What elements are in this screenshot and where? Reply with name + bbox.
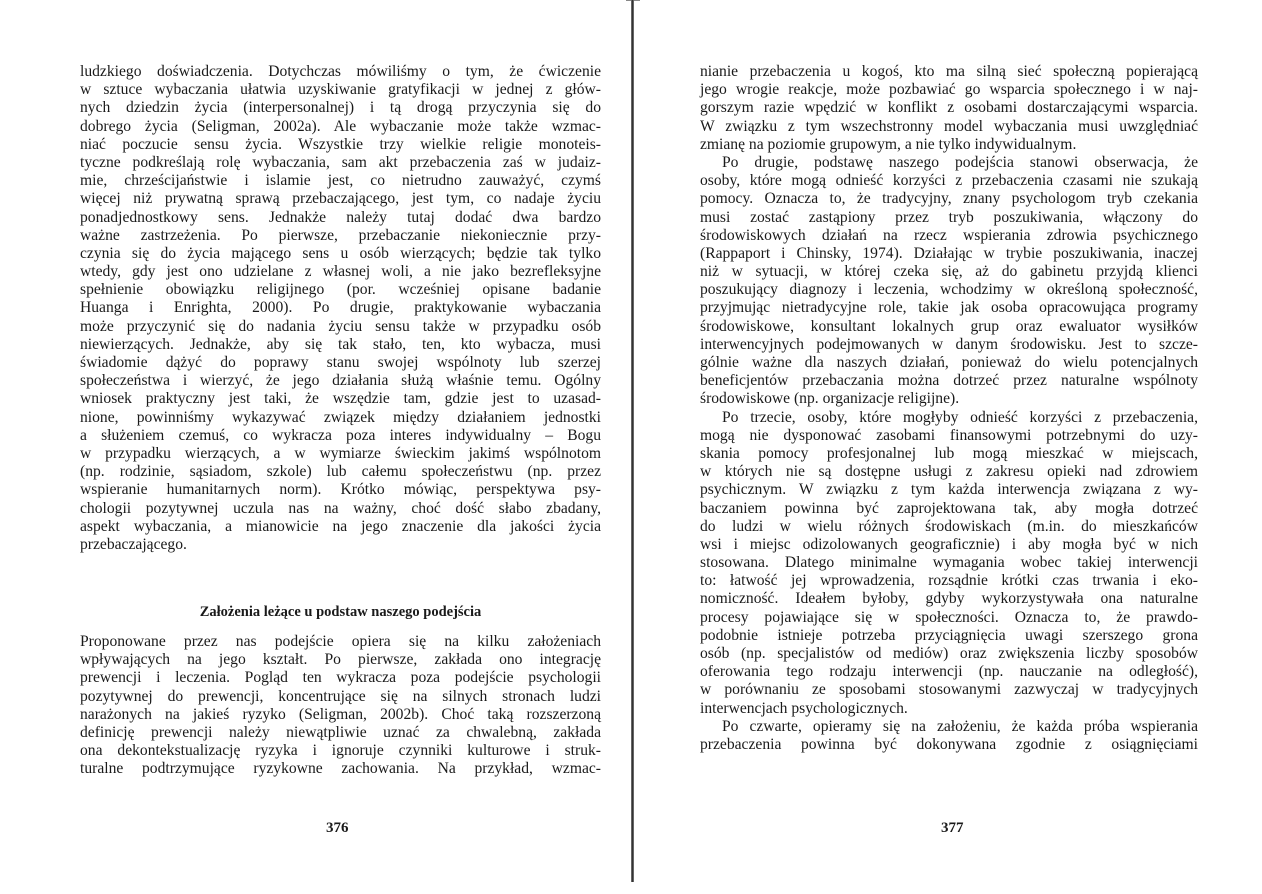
text-line: podobnie istnieje potrzeba przyciągnięcia uwagi szerszego grona bbox=[700, 626, 1198, 644]
text-line: Po trzecie, osoby, które mogłyby odnieść korzyści z przebaczenia, bbox=[722, 408, 1198, 426]
text-line: przebaczającego. bbox=[80, 535, 187, 553]
text-line: narażonych na jakieś ryzyko (Seligman, 2002b). Choć taką rozszerzoną bbox=[80, 705, 601, 723]
text-line: mogą nie dysponować zasobami finansowymi potrzebnymi do uzy- bbox=[700, 426, 1198, 444]
text-line: przyjmując nietradycyjne role, takie jak osoba opracowująca programy bbox=[700, 299, 1198, 317]
text-column bbox=[700, 63, 1198, 754]
text-line: pomocy. Oznacza to, że tradycyjny, znany psychologom tryb czekania bbox=[700, 190, 1198, 208]
text-line: Po czwarte, opieramy się na założeniu, że każda próba wspierania bbox=[722, 717, 1198, 735]
text-line: w porównaniu ze sposobami stosowanymi zazwyczaj w tradycyjnych bbox=[700, 681, 1198, 699]
text-line: w sztuce wybaczania ułatwia uzyskiwanie gratyfikacji w jednej z głów- bbox=[80, 81, 601, 99]
text-line: a służeniem czemuś, co wykracza poza interes indywidualny – Bogu bbox=[80, 426, 601, 444]
text-line: zmianę na poziomie grupowym, a nie tylko indywidualnym. bbox=[700, 135, 1077, 153]
text-line: niewierzących. Jednakże, aby się tak stało, ten, kto wybacza, musi bbox=[80, 335, 601, 353]
paragraph bbox=[80, 633, 601, 779]
paragraph bbox=[80, 63, 601, 554]
text-line: świadomie dążyć do poprawy stanu swojej wspólnoty lub szerzej bbox=[80, 354, 601, 371]
text-line: wtedy, gdy jest ono udzielane z własnej woli, a nie jako bezrefleksyjne bbox=[80, 263, 601, 281]
text-line: środowiskowe, konsultant lokalnych grup oraz ewaluator wysiłków bbox=[700, 317, 1198, 335]
text-line: to: łatwość jej wprowadzenia, rozsądnie krótki czas trwania i eko- bbox=[700, 572, 1198, 590]
text-line: ludzkiego doświadczenia. Dotychczas mówiliśmy o tym, że ćwiczenie bbox=[80, 63, 601, 80]
text-line: Po drugie, podstawę naszego podejścia stanowi obserwacja, że bbox=[722, 153, 1198, 171]
text-line: turalne podtrzymujące ryzykowne zachowania. Na przykład, wzmac- bbox=[80, 760, 601, 778]
text-line: nych dziedzin życia (interpersonalnej) i tą drogą przyczynia się do bbox=[80, 99, 601, 117]
text-line: w przypadku wierzących, a w wymiarze świeckim jakimś wspólnotom bbox=[80, 444, 601, 462]
text-line: poszukujący diagnozy i leczenia, wchodzimy w określoną społeczność, bbox=[700, 281, 1198, 299]
text-line: beneficjentów przebaczania można dotrzeć przez naturalne wspólnoty bbox=[700, 372, 1198, 390]
page-number: 376 bbox=[326, 820, 349, 836]
text-line: nianie przebaczenia u kogoś, kto ma silną sieć społeczną popierającą bbox=[700, 63, 1198, 80]
text-line: baczaniem powinna być zaprojektowana tak, aby mogła dotrzeć bbox=[700, 499, 1198, 517]
text-line: definicję prewencji należy niewątpliwie uznać za chwalebną, zakłada bbox=[80, 723, 601, 741]
text-line: (np. rodzinie, sąsiadom, szkole) lub całemu społeczeństwu (np. przez bbox=[80, 463, 601, 481]
text-line: czynia się do życia mającego sens u osób wierzących; będzie tak tylko bbox=[80, 244, 601, 262]
text-line: wspieranie humanitarnych norm). Krótko mówiąc, perspektywa psy- bbox=[80, 481, 601, 499]
text-line: wpływających na jego kształt. Po pierwsze, zakłada ono integrację bbox=[80, 651, 601, 669]
text-line: gólnie ważne dla naszych działań, ponieważ do wielu potencjalnych bbox=[700, 354, 1198, 371]
text-line: w których nie są dostępne usługi z zakresu opieki nad zdrowiem bbox=[700, 463, 1198, 481]
text-line: osób (np. specjalistów od mediów) oraz zwiększenia liczby sposobów bbox=[700, 645, 1198, 662]
text-line: ważne zastrzeżenia. Po pierwsze, przebaczanie niekoniecznie przy- bbox=[80, 226, 601, 244]
text-line: prewencji i leczenia. Pogląd ten wykracza poza podejście psychologii bbox=[80, 669, 601, 687]
text-line: interwencyjnych podejmowanych w danym środowisku. Jest to szcze- bbox=[700, 335, 1198, 353]
text-line: wsi i miejsc odizolowanych geograficznie) i aby mogła być w nich bbox=[700, 535, 1198, 553]
text-line: musi zostać zastąpiony przez tryb poszukiwania, włączony do bbox=[700, 208, 1198, 226]
text-line: nomiczność. Ideałem byłoby, gdyby wykorzystywała ona naturalne bbox=[700, 590, 1198, 608]
text-line: aspekt wybaczania, a mianowicie na jego znaczenie dla jakości życia bbox=[80, 517, 601, 535]
text-line: chologii pozytywnej uczula nas na ważny, choć dość słabo zbadany, bbox=[80, 499, 601, 517]
section-heading: Założenia leżące u podstaw naszego podejścia bbox=[199, 604, 482, 620]
text-line: środowiskowe (np. organizacje religijne). bbox=[700, 390, 960, 408]
text-line: gorszym razie wpędzić w konflikt z osobami dostarczającymi wsparcia. bbox=[700, 99, 1198, 117]
text-line: jego wrogie reakcje, może pozbawiać go wsparcia społecznego i w naj- bbox=[700, 81, 1198, 99]
text-line: pozytywnej do prewencji, koncentrujące się na silnych stronach ludzi bbox=[80, 687, 601, 705]
text-line: przebaczenia powinna być dokonywana zgodnie z osiągnięciami bbox=[700, 735, 1198, 753]
text-line: oferowania tego rodzaju interwencji (np. nauczanie na odległość), bbox=[700, 663, 1198, 681]
text-line: środowiskowych działań na rzecz wspierania zdrowia psychicznego bbox=[700, 226, 1198, 244]
text-line: ona dekontekstualizację ryzyka i ignoruje czynniki kulturowe i struk- bbox=[80, 742, 601, 760]
text-line: osoby, które mogą odnieść korzyści z przebaczenia czasami nie szukają bbox=[700, 172, 1198, 190]
right-page bbox=[634, 0, 1262, 894]
text-line: (Rappaport i Chinsky, 1974). Działając w trybie poszukiwania, inaczej bbox=[700, 244, 1198, 262]
text-line: społeczeństwa i wierzyć, że jego działania służą właśnie temu. Ogólny bbox=[80, 372, 601, 390]
text-line: W związku z tym wszechstronny model wybaczania musi uwzględniać bbox=[700, 117, 1198, 135]
text-line: tyczne podkreślają rolę wybaczania, sam akt przebaczenia zaś w judaiz- bbox=[80, 153, 601, 171]
text-line: Proponowane przez nas podejście opiera się na kilku założeniach bbox=[80, 633, 601, 650]
text-line: interwencjach psychologicznych. bbox=[700, 699, 908, 717]
page-number: 377 bbox=[941, 820, 964, 836]
text-line: mie, chrześcijaństwie i islamie jest, co nietrudno zauważyć, czymś bbox=[80, 172, 601, 190]
text-line: Huanga i Enrighta, 2000). Po drugie, praktykowanie wybaczania bbox=[80, 299, 601, 317]
text-line: wniosek praktyczny jest taki, że wszędzie tam, gdzie jest to uzasad- bbox=[80, 390, 601, 408]
text-line: spełnienie obowiązku religijnego (por. wcześniej opisane badanie bbox=[80, 281, 601, 299]
text-line: skania pomocy profesjonalnej lub mogą mieszkać w miejscach, bbox=[700, 444, 1198, 462]
text-line: więcej niż prywatną sprawą przebaczającego, jest tym, co nadaje życiu bbox=[80, 190, 601, 208]
text-line: może przyczynić się do nadania życiu sensu także w przypadku osób bbox=[80, 317, 601, 335]
text-line: stosowana. Dlatego minimalne wymagania wobec takiej interwencji bbox=[700, 554, 1198, 572]
text-line: niać poczucie sensu życia. Wszystkie trzy wielkie religie monoteis- bbox=[80, 135, 601, 153]
text-line: ponadjednostkowy sens. Jednakże należy tutaj dodać dwa bardzo bbox=[80, 208, 601, 226]
text-line: niż w sytuacji, w której czeka się, aż do gabinetu przyjdą klienci bbox=[700, 263, 1198, 281]
text-line: psychicznym. W związku z tym każda interwencja związana z wy- bbox=[700, 481, 1198, 499]
text-line: do ludzi w wielu różnych środowiskach (m.in. do mieszkańców bbox=[700, 517, 1198, 535]
text-line: procesy pojawiające się w społeczności. Oznacza to, że prawdo- bbox=[700, 608, 1198, 626]
text-line: nione, powinniśmy wykazywać związek między działaniem jednostki bbox=[80, 408, 601, 426]
text-line: dobrego życia (Seligman, 2002a). Ale wybaczanie może także wzmac- bbox=[80, 117, 601, 135]
